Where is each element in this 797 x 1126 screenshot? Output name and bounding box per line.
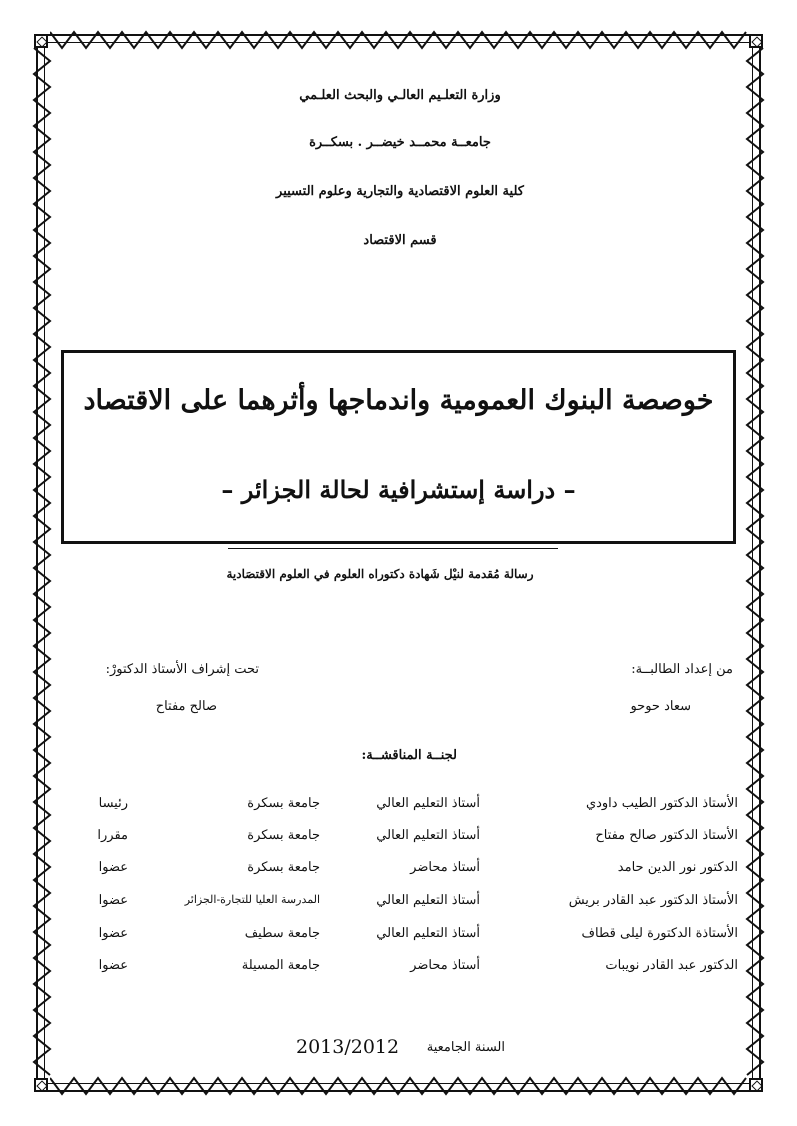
jury-member-rank: أستاذ التعليم العالي: [376, 796, 480, 811]
jury-member-university: جامعة بسكرة: [247, 796, 320, 811]
supervisor-name: صالح مفتاح: [155, 699, 217, 714]
jury-member-rank: أستاذ محاضر: [410, 958, 480, 973]
jury-member-university: جامعة سطيف: [244, 926, 320, 941]
border-pattern-right: [745, 48, 765, 1078]
thesis-title-box: [61, 350, 736, 544]
corner-ornament-top-left: [34, 34, 48, 48]
university-heading: جامعــة محمــد خيضــر . بسكــرة: [309, 135, 491, 150]
student-label: من إعداد الطالبــة:: [631, 662, 733, 677]
jury-member-role: عضوا: [98, 926, 128, 941]
border-pattern-bottom: [50, 1076, 747, 1096]
faculty-heading: كلية العلوم الاقتصادية والتجارية وعلوم التسيير: [276, 184, 524, 199]
jury-member-university: المدرسة العليا للتجارة-الجزائر: [184, 893, 320, 906]
jury-row: [80, 860, 738, 882]
jury-member-university: جامعة بسكرة: [247, 860, 320, 875]
corner-ornament-bottom-left: [34, 1078, 48, 1092]
jury-member-role: عضوا: [98, 860, 128, 875]
jury-member-rank: أستاذ محاضر: [410, 860, 480, 875]
jury-member-name: الأستاذة الدكتورة ليلى قطاف: [581, 926, 738, 941]
jury-label: لجنــة المناقشــة:: [361, 748, 457, 763]
academic-year-label: السنة الجامعية: [426, 1040, 505, 1055]
thesis-subtitle: – دراسة إستشرافية لحالة الجزائر –: [221, 475, 576, 504]
jury-member-name: الدكتور عبد القادر نويبات: [605, 958, 738, 973]
jury-member-name: الدكتور نور الدين حامد: [617, 860, 738, 875]
academic-year-value: 2013/2012: [296, 1036, 400, 1058]
jury-member-name: الأستاذ الدكتور الطيب داودي: [585, 796, 738, 811]
corner-ornament-top-right: [749, 34, 763, 48]
jury-member-university: جامعة المسيلة: [241, 958, 320, 973]
department-heading: قسم الاقتصاد: [363, 233, 437, 248]
border-pattern-left: [32, 48, 52, 1078]
jury-member-role: مقررا: [97, 828, 128, 843]
jury-member-role: عضوا: [98, 958, 128, 973]
jury-member-name: الأستاذ الدكتور عبد القادر بريش: [568, 893, 738, 908]
jury-member-university: جامعة بسكرة: [247, 828, 320, 843]
jury-row: [80, 958, 738, 980]
thesis-purpose: رسالة مُقدمة لنيْل شَهادة دكتوراه العلوم في العلوم الاقتصَادية: [226, 567, 534, 581]
jury-member-role: عضوا: [98, 893, 128, 908]
jury-member-rank: أستاذ التعليم العالي: [376, 926, 480, 941]
title-underline: [228, 548, 558, 549]
corner-ornament-bottom-right: [749, 1078, 763, 1092]
jury-row: [80, 926, 738, 948]
jury-member-role: رئيسا: [98, 796, 128, 811]
jury-member-rank: أستاذ التعليم العالي: [376, 893, 480, 908]
jury-row: [80, 828, 738, 850]
jury-member-rank: أستاذ التعليم العالي: [376, 828, 480, 843]
ministry-heading: وزارة التعلـيم العالـي والبحث العلـمي: [299, 88, 501, 103]
border-pattern-top: [50, 30, 747, 50]
jury-row: [80, 796, 738, 818]
thesis-title: خوصصة البنوك العمومية واندماجها وأثرهما على الاقتصاد: [83, 385, 714, 416]
student-name: سعاد حوحو: [630, 699, 691, 714]
supervisor-label: تحت إشراف الأستاذ الدكتورْ:: [105, 662, 259, 677]
jury-member-name: الأستاذ الدكتور صالح مفتاح: [595, 828, 738, 843]
jury-row: [80, 893, 738, 915]
